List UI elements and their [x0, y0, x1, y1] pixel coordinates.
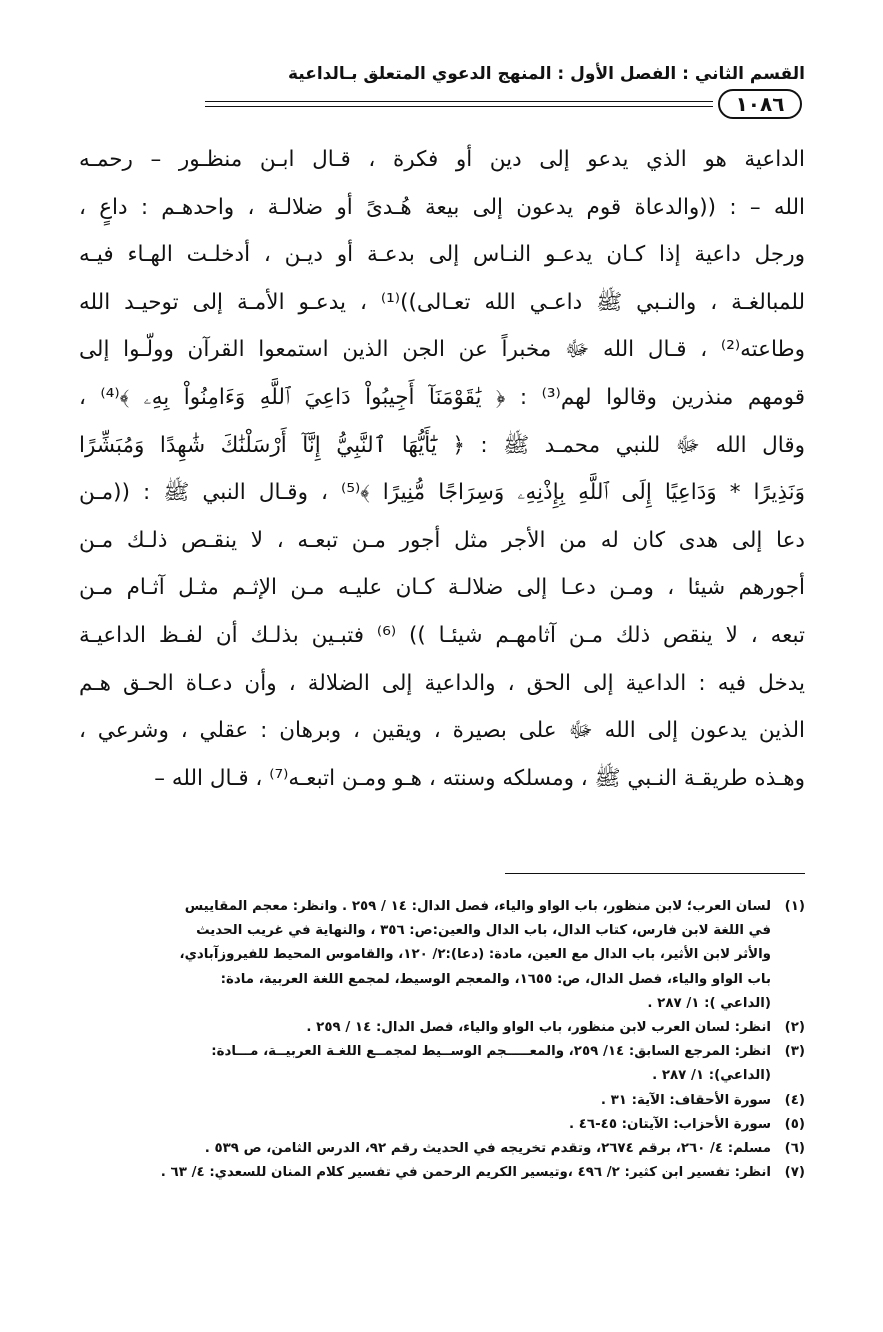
footnote-text: لسان العرب؛ لابن منظور، باب الواو والياء، فصل الدال: ١٤ / ٢٥٩ . وانظر: معجم المقاييس	[184, 899, 771, 914]
footnote-text: انظر: تفسير ابن كثير: ٢/ ٤٩٦ ،وتيسير الكريم الرحمن في تفسير كلام المنان للسعدي: ٤/ ٦٣ .	[160, 1165, 771, 1181]
text-line: وهـذه طريقـة النـبي ﷺ ، ومسلكه وسنته ، هـو ومـن اتبعـه⁽⁷⁾ ، قـال الله –	[154, 765, 805, 791]
footnote-3	[77, 1040, 805, 1088]
text-line: الداعية هو الذي يدعو إلى دين أو فكرة ، قـال ابـن منظـور – رحمـه	[79, 147, 805, 172]
footnote-text: انظر: المرجع السابق: ١٤/ ٢٥٩، والمعـــــجم الوســيط لمجمــع اللغـة العربيــة، مـــادة:	[211, 1044, 771, 1060]
footnote-text: سورة الأحقاف: الآية: ٣١ .	[600, 1092, 771, 1108]
footnote-number: (١)	[784, 899, 805, 914]
footnote-number: (٧)	[784, 1165, 805, 1181]
footnote-number: (٦)	[784, 1140, 805, 1156]
text-line: قومهم منذرين وقالوا لهم⁽³⁾ : ﴿ يَٰقَوْمَنَآ أَجِيبُواْ دَاعِيَ ٱللَّهِ وَءَامِنُواْ بِهِۦ ﴾⁽⁴⁾ ،	[79, 384, 805, 410]
footnote-text: (الداعي ): ١/ ٢٨٧ .	[647, 995, 771, 1011]
footnote-number: (٥)	[784, 1116, 805, 1132]
header-rule	[205, 101, 713, 102]
footnote-text: والأثر لابن الأثير، باب الدال مع العين، مادة: (دعا):٢/ ١٢٠، والقاموس المحيط للفيروزآبادي،	[179, 947, 771, 963]
footnote-text: في اللغة لابن فارس، كتاب الدال، باب الدال والعين:ص: ٣٥٦ ، والنهاية في غريب الحديث	[196, 923, 771, 939]
header-rule-double	[205, 106, 713, 107]
main-text	[79, 136, 805, 802]
footnote-separator	[505, 873, 805, 874]
footnote-7	[77, 1161, 805, 1185]
text-line: أجورهم شيئا ، ومـن دعـا إلى ضلالـة كـان عليـه مـن الإثـم مثـل آثـام مـن	[79, 575, 805, 601]
footnote-5	[77, 1113, 805, 1137]
footnote-number: (٣)	[784, 1044, 805, 1060]
text-line: الذين يدعون إلى الله ﷻ على بصيرة ، ويقين ، وبرهان : عقلي ، وشرعي ،	[79, 718, 805, 744]
text-line: للمبالغـة ، والنـبي ﷺ داعـي الله تعـالى))⁽¹⁾ ، يدعـو الأمـة إلى توحيـد الله	[79, 289, 805, 315]
text-line: وقال الله ﷻ للنبي محمـد ﷺ : ﴿ يَٰٓأَيُّهَا ٱلنَّبِيُّ إِنَّآ أَرْسَلْنَٰكَ شَٰهِدًا وَمُبَشِّرًا	[79, 432, 805, 458]
text-line: وَنَذِيرًا * وَدَاعِيًا إِلَى ٱللَّهِ بِإِذْنِهِۦ وَسِرَاجًا مُّنِيرًا ﴾⁽⁵⁾ ، وقـال النبي ﷺ : ((مـن	[79, 480, 805, 506]
text-line: ورجل داعية إذا كـان يدعـو النـاس إلى بدعـة أو ديـن ، أدخلـت الهـاء فيـه	[79, 242, 805, 268]
text-line: وطاعته⁽²⁾ ، قـال الله ﷻ مخبراً عن الجن الذين استمعوا القرآن وولّـوا إلى	[79, 337, 805, 363]
text-line: تبعه ، لا ينقص ذلك مـن آثامهـم شيئـا )) ⁽⁶⁾ فتبـين بذلـك أن لفـظ الداعيـة	[79, 622, 805, 648]
text-line: يدخل فيه : الداعية إلى الحق ، والداعية إلى الضلالة ، وأن دعـاة الحـق هـم	[79, 670, 805, 696]
footnote-text: (الداعي): ١/ ٢٨٧ .	[652, 1068, 771, 1084]
footnote-text: باب الواو والياء، فصل الدال، ص: ١٦٥٥، والمعجم الوسيط، لمجمع اللغة العربية، مادة:	[220, 971, 771, 987]
footnotes	[77, 895, 805, 1185]
footnote-text: سورة الأحزاب: الآيتان: ٤٥-٤٦ .	[568, 1116, 771, 1132]
running-header: القسم الثاني : الفصل الأول : المنهج الدعوي المتعلق بـالداعية	[287, 64, 805, 84]
page-number-badge: ١٠٨٦	[718, 89, 802, 119]
footnote-number: (٤)	[784, 1092, 805, 1108]
footnote-text: انظر: لسان العرب لابن منظور، باب الواو والياء، فصل الدال: ١٤ / ٢٥٩ .	[306, 1019, 771, 1035]
footnote-1	[77, 895, 805, 1016]
footnote-number: (٢)	[784, 1019, 805, 1035]
footnote-4	[77, 1089, 805, 1113]
text-line: دعا إلى هدى كان له من الأجر مثل أجور مـن تبعـه ، لا ينقـص ذلـك مـن	[79, 527, 805, 553]
footnote-text: مسلم: ٤/ ٢٦٠، برقم ٢٦٧٤، وتقدم تخريجه في الحديث رقم ٩٢، الدرس الثامن، ص ٥٣٩ .	[204, 1140, 771, 1156]
footnote-6	[77, 1137, 805, 1161]
text-line: الله – : ((والدعاة قوم يدعون إلى بيعة هُـدىً أو ضلالـة ، واحدهـم : داعٍ ،	[79, 194, 805, 220]
footnote-2	[77, 1016, 805, 1040]
